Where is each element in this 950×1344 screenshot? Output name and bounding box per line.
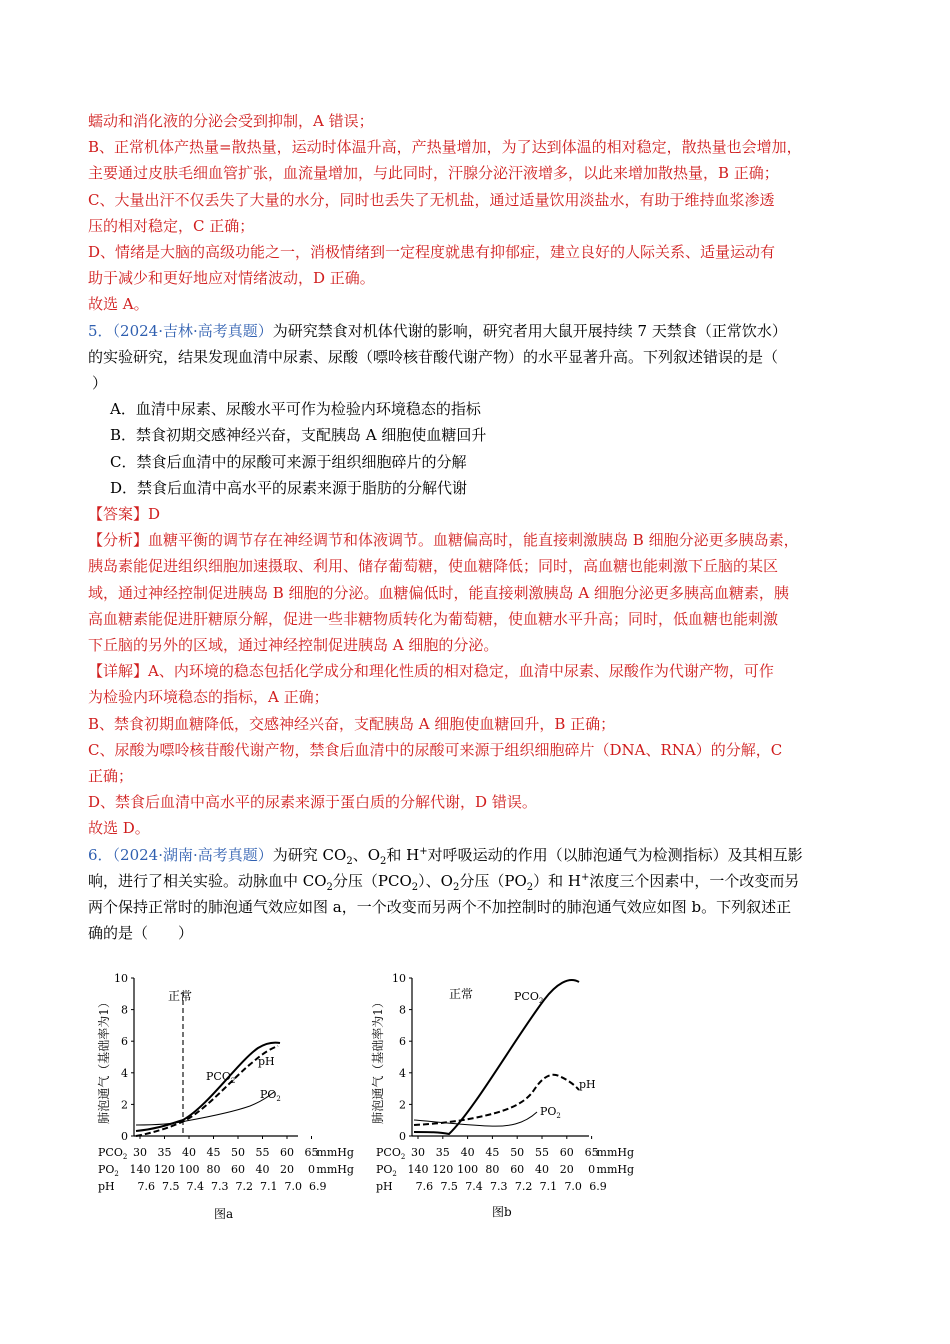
ph-scale-value: 6.9 — [309, 1180, 327, 1193]
analysis — [88, 527, 878, 553]
pco2-scale-value: mmHg — [316, 1146, 354, 1159]
po2-scale-value: 120 — [432, 1163, 454, 1176]
ph-scale-label: pH — [376, 1180, 393, 1193]
pco2-scale-value: 35 — [435, 1146, 450, 1159]
pco2-scale-value: 40 — [460, 1146, 475, 1159]
text-line: 主要通过皮肤毛细血管扩张，血流量增加，与此同时，汗腺分泌汗液增多，以此来增加散热量，B 正确； — [88, 164, 779, 183]
subscript: 2 — [380, 855, 387, 867]
text-line: 蠕动和消化液的分泌会受到抑制，A 错误； — [88, 112, 374, 130]
po2-scale-value: 120 — [154, 1163, 175, 1176]
subscript: 2 — [452, 881, 460, 893]
question-6-stem — [88, 842, 878, 868]
question-number: 5． — [88, 321, 113, 340]
y-axis-label: 肺泡通气（基础率为1） — [371, 996, 385, 1124]
po2-scale-value: 20 — [280, 1163, 294, 1176]
figure-a — [96, 972, 354, 1221]
pco2-scale-label: $PCO_2$ — [376, 1146, 406, 1161]
ph-scale-value: 7.6 — [137, 1180, 155, 1193]
stem-text: 响，进行了相关实验。动脉血中 CO — [88, 871, 327, 890]
y-tick-label: 10 — [392, 972, 406, 985]
subscript: 2 — [326, 881, 333, 893]
pco2-scale-value: 45 — [206, 1146, 221, 1159]
ph-scale-value: 7.0 — [284, 1180, 302, 1193]
stem-text: 确的是（ ） — [88, 924, 194, 943]
po2-scale-value: 80 — [485, 1163, 500, 1176]
subscript: 2 — [411, 881, 419, 893]
question-source: （2024·湖南·高考真题） — [112, 845, 273, 864]
ph-scale-value: 7.4 — [186, 1180, 204, 1193]
pco2-scale-value: 65 — [304, 1146, 319, 1159]
figure-svg — [88, 960, 648, 1230]
curve-label-po2: $PO_2$ — [540, 1105, 561, 1120]
analysis-label: 【分析】 — [88, 531, 149, 550]
ph-scale-value: 7.2 — [235, 1180, 253, 1193]
pco2-scale-value: 65 — [584, 1146, 599, 1159]
choice-line: 故选 A。 — [88, 295, 149, 314]
ph-scale-value: 7.1 — [260, 1180, 278, 1193]
analysis-text: 域，通过神经控制促进胰岛 B 细胞的分泌。血糖偏低时，能直接刺激胰岛 A 细胞分泌更多胰高血糖素，胰 — [88, 583, 789, 602]
normal-label: 正常 — [449, 987, 474, 1001]
pco2-scale-value: 55 — [535, 1146, 549, 1159]
po2-scale-value: 0 — [308, 1163, 315, 1176]
po2-scale-value: mmHg — [316, 1163, 354, 1176]
ph-scale-label: pH — [98, 1180, 115, 1193]
po2-scale-value: 140 — [129, 1163, 151, 1176]
po2-scale-value: 0 — [588, 1163, 596, 1176]
detail-text: A、内环境的稳态包括化学成分和理化性质的相对稳定，血清中尿素、尿酸作为代谢产物，可作 — [148, 662, 774, 681]
stem-text: 和 H — [386, 845, 420, 864]
po2-scale-value: 140 — [407, 1163, 429, 1176]
question-source: （2024·吉林·高考真题） — [112, 321, 273, 340]
pco2-scale-value: 35 — [157, 1146, 172, 1159]
po2-scale-value: 100 — [178, 1163, 200, 1176]
pco2-scale-value: 30 — [411, 1146, 425, 1159]
stem-text: 为研究 CO — [272, 845, 347, 864]
ph-scale-value: 7.4 — [465, 1180, 483, 1193]
y-tick-label: 2 — [399, 1098, 406, 1112]
stem-text — [88, 868, 878, 894]
pco2-scale-value: 30 — [133, 1146, 147, 1159]
pco2-scale-value: 40 — [182, 1146, 196, 1159]
po2-scale-label: $PO_2$ — [376, 1163, 397, 1178]
y-tick-label: 8 — [121, 1003, 128, 1017]
analysis-text: 血糖平衡的调节存在神经调节和体液调节。血糖偏高时，能直接刺激胰岛 B 细胞分泌更多胰岛素， — [148, 531, 799, 550]
stem-text: 的实验研究，结果发现血清中尿素、尿酸（嘌呤核苷酸代谢产物）的水平显著升高。下列叙述错误的是（ — [88, 347, 779, 366]
pco2-scale-value: 55 — [255, 1146, 270, 1159]
po2-scale-value: 60 — [231, 1163, 245, 1176]
subscript: 2 — [526, 881, 534, 893]
text-line: D、情绪是大脑的高级功能之一，消极情绪到一定程度就患有抑郁症，建立良好的人际关系、适量运动有 — [88, 243, 776, 262]
choice-line: 故选 D。 — [88, 819, 150, 838]
detail-text: 正确； — [88, 767, 134, 786]
ph-scale-value: 7.3 — [490, 1180, 508, 1193]
text-line: B、正常机体产热量=散热量，运动时体温升高，产热量增加，为了达到体温的相对稳定，散热量也会增加， — [88, 138, 802, 157]
question-5-stem — [88, 318, 878, 344]
pco2-scale-value: 50 — [231, 1146, 245, 1159]
curve-label-po2: $PO_2$ — [260, 1088, 281, 1103]
curve-label-ph: pH — [579, 1078, 596, 1091]
pco2-scale-label: $PCO_2$ — [98, 1146, 128, 1161]
ph-scale-value: 6.9 — [589, 1180, 607, 1193]
ph-scale-value: 7.0 — [564, 1180, 582, 1193]
stem-text: 分压（PCO — [332, 871, 412, 890]
y-tick-label: 6 — [121, 1035, 128, 1049]
po2-scale-value: mmHg — [596, 1163, 635, 1176]
superscript: + — [580, 871, 590, 883]
y-tick-label: 8 — [399, 1003, 406, 1017]
analysis-text: 下丘脑的另外的区域，通过神经控制促进胰岛 A 细胞的分泌。 — [88, 636, 499, 655]
y-axis-label: 肺泡通气（基础率为1） — [97, 996, 111, 1124]
option-d: D．禁食后血清中高水平的尿素来源于脂肪的分解代谢 — [110, 478, 468, 497]
stem-text: 两个保持正常时的肺泡通气效应如图 a，一个改变而另两个不加控制时的肺泡通气效应如图 b。下列叙述正 — [88, 898, 792, 917]
po2-scale-value: 100 — [457, 1163, 479, 1176]
question-number: 6． — [88, 845, 113, 864]
detail-label: 【详解】 — [88, 662, 149, 681]
stem-text: 分压（PO — [459, 871, 527, 890]
y-tick-label: 4 — [399, 1066, 406, 1080]
po2-scale-value: 60 — [510, 1163, 525, 1176]
curve-label-ph: pH — [258, 1055, 275, 1068]
ph-scale-value: 7.3 — [211, 1180, 229, 1193]
pco2-scale-value: 50 — [510, 1146, 525, 1159]
option-c: C．禁食后血清中的尿酸可来源于组织细胞碎片的分解 — [110, 452, 467, 471]
text-line: C、大量出汗不仅丢失了大量的水分，同时也丢失了无机盐，通过适量饮用淡盐水，有助于维持血浆渗透 — [88, 190, 775, 209]
y-tick-label: 2 — [121, 1098, 128, 1112]
superscript: + — [419, 845, 428, 857]
y-tick-label: 0 — [121, 1130, 128, 1143]
po2-scale-value: 40 — [255, 1163, 270, 1176]
detail-text: C、尿酸为嘌呤核苷酸代谢产物，禁食后血清中的尿酸可来源于组织细胞碎片（DNA、RNA）的分解，C — [88, 740, 783, 759]
y-tick-label: 10 — [114, 972, 128, 985]
curve-ph — [136, 1046, 278, 1136]
pco2-scale-value: 60 — [559, 1146, 574, 1159]
y-tick-label: 0 — [399, 1130, 406, 1143]
detail-text: B、禁食初期血糖降低，交感神经兴奋，支配胰岛 A 细胞使血糖回升，B 正确； — [88, 714, 616, 733]
y-tick-label: 6 — [399, 1035, 406, 1049]
stem-text: ）、O — [418, 871, 453, 890]
answer: 【答案】D — [88, 505, 161, 524]
option-a: A．血清中尿素、尿酸水平可作为检验内环境稳态的指标 — [110, 400, 481, 419]
pco2-scale-value: 60 — [280, 1146, 294, 1159]
text-line: 助于减少和更好地应对情绪波动，D 正确。 — [88, 269, 375, 288]
curve-label-pco2: $PCO_2$ — [514, 990, 544, 1005]
normal-label: 正常 — [168, 989, 193, 1003]
detail — [88, 658, 878, 684]
figures — [88, 960, 648, 1230]
stem-text: ）和 H — [533, 871, 581, 890]
po2-scale-value: 20 — [559, 1163, 574, 1176]
curve-label-pco2: $PCO_2$ — [206, 1070, 236, 1085]
analysis-text: 高血糖素能促进肝糖原分解，促进一些非糖物质转化为葡萄糖，使血糖水平升高；同时，低血糖也能刺激 — [88, 609, 779, 628]
stem-text: 对呼吸运动的作用（以肺泡通气为检测指标）及其相互影 — [427, 845, 803, 864]
option-b: B．禁食初期交感神经兴奋，支配胰岛 A 细胞使血糖回升 — [110, 426, 487, 445]
ph-scale-value: 7.5 — [162, 1180, 180, 1193]
document-body — [88, 108, 878, 947]
figure-caption: 图a — [214, 1207, 234, 1221]
analysis-text: 胰岛素能促进组织细胞加速摄取、利用、储存葡萄糖，使血糖降低；同时，高血糖也能刺激下丘脑的某区 — [88, 557, 779, 576]
stem-text: 、O — [352, 845, 380, 864]
po2-scale-label: $PO_2$ — [98, 1163, 119, 1178]
ph-scale-value: 7.1 — [539, 1180, 558, 1193]
y-tick-label: 4 — [121, 1066, 128, 1080]
po2-scale-value: 80 — [206, 1163, 221, 1176]
subscript: 2 — [346, 855, 353, 867]
po2-scale-value: 40 — [535, 1163, 549, 1176]
detail-text: D、禁食后血清中高水平的尿素来源于蛋白质的分解代谢，D 错误。 — [88, 793, 537, 812]
pco2-scale-value: 45 — [485, 1146, 500, 1159]
stem-text: 浓度三个因素中，一个改变而另 — [589, 871, 800, 890]
stem-text: ） — [92, 374, 108, 393]
figure-b — [370, 972, 634, 1219]
figure-caption: 图b — [492, 1205, 512, 1219]
ph-scale-value: 7.2 — [514, 1180, 533, 1193]
text-line: 压的相对稳定，C 正确； — [88, 216, 255, 235]
curve-po2 — [136, 1092, 274, 1125]
stem-text: 为研究禁食对机体代谢的影响，研究者用大鼠开展持续 7 天禁食（正常饮水） — [272, 321, 787, 340]
ph-scale-value: 7.5 — [440, 1180, 458, 1193]
ph-scale-value: 7.6 — [415, 1180, 434, 1193]
pco2-scale-value: mmHg — [596, 1146, 635, 1159]
detail-text: 为检验内环境稳态的指标，A 正确； — [88, 688, 329, 707]
